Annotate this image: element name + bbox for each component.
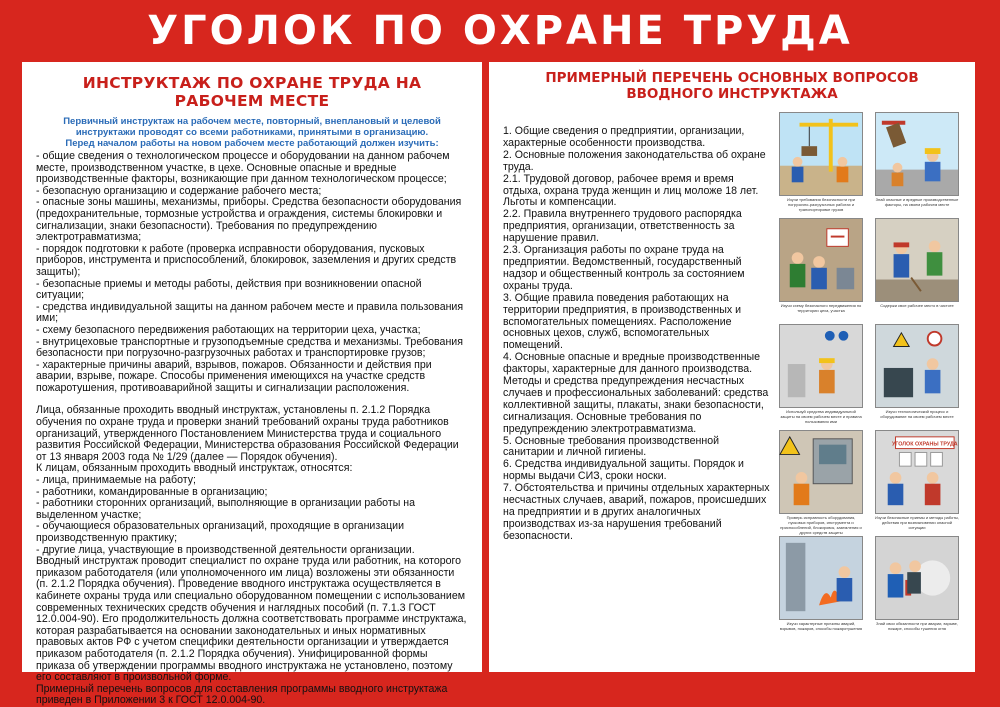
- crane-illustration-icon: [779, 112, 863, 196]
- right-heading-line2: ВВОДНОГО ИНСТРУКТАЖА: [626, 86, 838, 102]
- illustration-caption: Знай опасные и вредные производственные факторы, на своем рабочем месте: [875, 197, 959, 207]
- list-item: - работники сторонних организаций, выполняющие в организации работы на выделенном участке;: [36, 497, 415, 521]
- paragraph: К лицам, обязанным проходить вводный инструктаж, относятся:: [36, 462, 353, 475]
- left-panel: [22, 62, 482, 707]
- fire-extinguishing-illustration-icon: [875, 536, 959, 620]
- illustration-caption: Изучи характерные причины аварий, взрывов, пожаров, способы пожаротушения: [779, 621, 863, 631]
- paragraph: Примерный перечень вопросов для составления программы вводного инструктажа приведен в Приложении 3 к ГОСТ 12.0.004-90.: [36, 682, 448, 707]
- paragraph: Лица, обязанные проходить вводный инструктаж, установлены п. 2.1.2 Порядка обучения по охране труда и проверки знаний требований охраны труда работников организаций, утвержденного Постановлением Министерства труда и социального развития Российской Федерации, Министерства образования Российской Федерации от 13 января 2003 года № 1/29 (далее — Порядок обучения).: [36, 404, 459, 463]
- list-item: 5. Основные требования производственной санитарии и личной гигиены.: [503, 434, 720, 459]
- list-item: 4. Основные опасные и вредные производственные факторы, характерные для данного производства. Методы и средства предупреждения несчастных случаев и профессиональных заболеваний: средства коллективной защиты, плакаты, знаки безопасности, сигнализация. Основные требования по предупреждению электротравматизма.: [503, 351, 769, 435]
- illustration-hazard-factors: [875, 112, 959, 216]
- illustration-safety-corner: [875, 430, 959, 534]
- list-item: 1. Общие сведения о предприятии, организации, характерные особенности производства.: [503, 125, 745, 149]
- illustration-caption: Изучи схему безопасного передвижения по территории цеха, участка: [780, 303, 862, 313]
- list-item: 3. Общие правила поведения работающих на территории предприятия, в производственных и вспомогательных помещениях. Расположение основных цехов, служб, вспомогательных помещений.: [503, 291, 742, 352]
- illustration-ppe: [779, 324, 863, 428]
- list-item: - порядок подготовки к работе (проверка исправности оборудования, пусковых приборов, инструмента и приспособлений, блокировок, заземления и других средств защиты);: [36, 242, 457, 278]
- poster-title: УГОЛОК ПО ОХРАНЕ ТРУДА: [147, 8, 853, 54]
- illustration-caption: Проверь исправность оборудования, пусковых приборов, инструмента и приспособлений, блокировок, заземления и других средств защиты: [780, 515, 862, 535]
- right-heading: [489, 70, 975, 102]
- left-body: [36, 151, 468, 707]
- list-item: - работники, командированные в организацию;: [36, 485, 268, 498]
- list-item: 2. Основные положения законодательства об охране труда.: [503, 148, 766, 173]
- electrical-panel-illustration-icon: [779, 430, 863, 514]
- list-item: 2.1. Трудовой договор, рабочее время и время отдыха, охрана труда женщин и лиц моложе 18 лет. Льготы и компенсации.: [503, 172, 759, 209]
- illustration-caption: Изучи технологический процесс и оборудование на своем рабочем месте: [880, 409, 954, 419]
- fire-accident-illustration-icon: [779, 536, 863, 620]
- list-item: - опасные зоны машины, механизмы, приборы. Средства безопасности оборудования (предохранительные, тормозные устройства и ограждения, системы блокировки и сигнализации, знаки безопасности). Требования по предупреждению электротравматизма;: [36, 196, 462, 244]
- illustration-caption: Знай свои обязанности при аварии, взрыве, пожаре, способы тушения огня: [876, 621, 958, 631]
- list-item: - характерные причины аварий, взрывов, пожаров. Обязанности и действия при аварии, взрыве, пожаре. Способы применения имеющихся на участке средств пожаротушения, противоаварийной защиты и сигнализации расположения.: [36, 358, 432, 394]
- list-item: - схему безопасного передвижения работающих на территории цеха, участка;: [36, 323, 421, 336]
- right-body: [503, 126, 771, 543]
- left-intro: Первичный инструктаж на рабочем месте, повторный, внеплановый и целевой инструктажи проводят со всеми работниками, принятыми в организацию.: [63, 116, 441, 138]
- list-item: 2.3. Организация работы по охране труда на предприятии. Ведомственный, государственный надзор и общественный контроль за состоянием охраны труда.: [503, 244, 745, 292]
- list-item: - безопасные приемы и методы работы, действия при возникновении опасной ситуации;: [36, 277, 422, 302]
- illustration-caption: Содержи свое рабочее место в чистоте: [880, 303, 954, 308]
- list-item: - внутрицеховые транспортные и грузоподъемные средства и механизмы. Требования безопасности при погрузочно-разгрузочных работах и транспортировке грузов;: [36, 335, 463, 360]
- hazard-illustration-icon: [875, 112, 959, 196]
- illustration-technology: [875, 324, 959, 428]
- safety-board-illustration-icon: [875, 430, 959, 514]
- illustration-traffic-scheme: [779, 218, 863, 322]
- left-subintro: Перед началом работы на новом рабочем месте работающий должен изучить:: [65, 138, 439, 149]
- list-item: - лица, принимаемые на работу;: [36, 474, 196, 487]
- illustration-caption: Изучи требования безопасности при погрузочно-разгрузочных работах и транспортировке грузов: [787, 197, 855, 212]
- illustration-caption: Используй средства индивидуальной защиты на своем рабочем месте и правила пользования ими: [780, 409, 862, 424]
- illustration-clean-workplace: [875, 218, 959, 322]
- list-item: - безопасную организацию и содержание рабочего места;: [36, 184, 322, 197]
- illustration-caption: Изучи безопасные приемы и методы работы, действия при возникновении опасной ситуации: [875, 515, 960, 530]
- ppe-illustration-icon: [779, 324, 863, 408]
- list-item: - общие сведения о технологическом процессе и оборудовании на данном рабочем месте, производственном участке, в цехе. Основные опасные и вредные производственные факторы, возникающие при данном технологическом процессе;: [36, 150, 450, 186]
- right-panel: [489, 62, 975, 672]
- list-item: - обучающиеся образовательных организаций, проходящие в организации производственную практику;: [36, 520, 404, 544]
- list-item: 7. Обстоятельства и причины отдельных характерных несчастных случаев, аварий, пожаров, происшедших на предприятии и в других аналогичных производствах из-за нарушения требований безопасности.: [503, 482, 770, 542]
- right-heading-line1: ПРИМЕРНЫЙ ПЕРЕЧЕНЬ ОСНОВНЫХ ВОПРОСОВ: [545, 70, 919, 86]
- cleaning-illustration-icon: [875, 218, 959, 302]
- machinery-illustration-icon: [875, 324, 959, 408]
- illustration-equipment-check: [779, 430, 863, 534]
- illustration-fire-duties: [875, 536, 959, 640]
- illustration-crane-loading: [779, 112, 863, 216]
- list-item: 6. Средства индивидуальной защиты. Порядок и нормы выдачи СИЗ, сроки носки.: [503, 458, 744, 483]
- route-scheme-illustration-icon: [779, 218, 863, 302]
- list-item: - средства индивидуальной защиты на данном рабочем месте и правила пользования ими;: [36, 300, 464, 325]
- left-heading: ИНСТРУКТАЖ ПО ОХРАНЕ ТРУДА НА РАБОЧЕМ МЕСТЕ: [82, 74, 422, 110]
- paragraph: Вводный инструктаж проводит специалист по охране труда или работник, на которого приказом работодателя (или уполномоченного им лица) возложены эти обязанности (п. 2.1.2 Порядка обучения). Проведение вводного инструктажа осуществляется в кабинете охраны труда или специально оборудованном помещении с использованием современных технических средств обучения и наглядных пособий (п. 7.1.3 ГОСТ 12.0.004-90). Его продолжительность должна соответствовать программе инструктажа, которая разрабатывается на основании законодательных и иных нормативных правовых актов РФ с учетом специфики деятельности организации и утверждается приказом работодателя (п. 2.1.2 Порядка обучения). Унифицированной формы приказа об утверждении программы вводного инструктажа не установлено, поэтому его составляют в произвольной форме.: [36, 555, 467, 684]
- illustration-accident-causes: [779, 536, 863, 640]
- sign-text: УГОЛОК ОХРАНЫ ТРУДА: [891, 441, 958, 448]
- list-item: - другие лица, участвующие в производственной деятельности организации.: [36, 543, 415, 556]
- list-item: 2.2. Правила внутреннего трудового распорядка предприятия, организации, ответственность за нарушение правил.: [503, 208, 742, 245]
